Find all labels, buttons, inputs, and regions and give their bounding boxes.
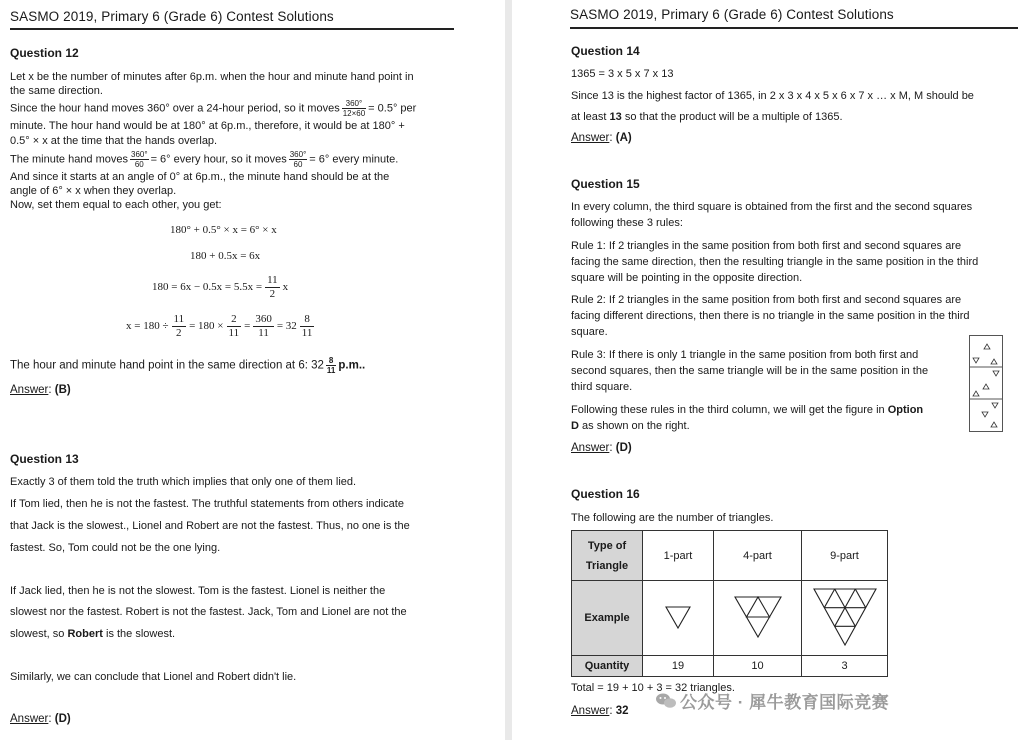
q15-line: [571, 403, 923, 417]
question-15-title: Question 15: [571, 177, 640, 191]
table-row: [572, 531, 888, 581]
fraction-den: 60: [293, 160, 303, 169]
table-row: [572, 656, 888, 677]
answer-label: Answer: [571, 442, 610, 454]
answer-value: (A): [615, 132, 632, 144]
q12-line: minute. The hour hand would be at 180° at 6p.m., therefore, it would be at 180° +: [10, 120, 405, 132]
q15-line: following these 3 rules:: [571, 217, 683, 229]
q15-rule-3: second squares, then the same triangle will be in the same position in the: [571, 365, 929, 377]
eq-text: x = 180 ÷: [126, 320, 169, 333]
page-header-title: SASMO 2019, Primary 6 (Grade 6) Contest Solutions: [10, 9, 334, 24]
quantity-cell: 10: [714, 656, 802, 677]
fraction: [326, 356, 336, 375]
q14-answer: Answer: (A): [571, 132, 632, 144]
left-page: [0, 0, 505, 740]
q15-rule-3: third square.: [571, 381, 633, 393]
eq-text: 180 = 6x − 0.5x = 5.5x =: [152, 281, 263, 294]
fraction-num: 360°: [289, 150, 307, 159]
q15-rule-1: Rule 1: If 2 triangles in the same position from both first and second squares are: [571, 240, 962, 252]
example-1-part: [643, 581, 714, 656]
q14-line: 1365 = 3 x 5 x 7 x 13: [571, 68, 674, 80]
answer-value: (B): [54, 384, 71, 396]
answer-label: Answer: [571, 705, 610, 717]
answer-value: 32: [615, 705, 629, 717]
header-rule: [10, 28, 454, 30]
eq-text: =: [244, 320, 251, 333]
triangle-9-part-icon: [812, 586, 878, 648]
q15-text: Following these rules in the third column, we will get the figure in: [571, 404, 885, 416]
q15-answer: Answer: (D): [571, 442, 632, 454]
header-text: Type of: [587, 539, 627, 552]
q12-line: the same direction.: [10, 85, 103, 97]
q14-line: [571, 110, 843, 124]
q15-bold: D: [571, 420, 579, 432]
fraction-den: 60: [134, 160, 144, 169]
conclusion-end: p.m..: [338, 359, 366, 372]
q14-text: so that the product will be a multiple of 1365.: [624, 111, 843, 123]
fraction: [289, 150, 308, 169]
q13-line: [10, 627, 175, 641]
table-row-header: Example: [572, 581, 643, 656]
answer-label: Answer: [571, 132, 610, 144]
answer-label: Answer: [10, 713, 49, 725]
fraction-num: 8: [326, 356, 336, 366]
q15-rule-2: square.: [571, 326, 608, 338]
q13-line: If Jack lied, then he is not the slowest. Tom is the fastest. Lionel is neither the: [10, 585, 386, 597]
q13-line-text: is the slowest.: [106, 628, 176, 640]
fraction-den: 2: [269, 288, 276, 300]
q12-line-text: = 0.5° per: [368, 102, 417, 115]
fraction-den: 2: [176, 327, 182, 339]
header-rule: [570, 27, 1018, 29]
fraction-num: 2: [227, 313, 242, 327]
question-12-title: Question 12: [10, 46, 79, 60]
conclusion-text: The hour and minute hand point in the same direction at 6: 32: [10, 359, 324, 372]
q15-rule-1: facing the same direction, then the resulting triangle in the same position in the third: [571, 256, 979, 268]
eq-text: x: [282, 281, 289, 294]
q12-answer: Answer: (B): [10, 384, 71, 396]
table-col-header: 4-part: [714, 531, 802, 581]
fraction: [342, 99, 366, 118]
q15-rule-2: Rule 2: If 2 triangles in the same position from both first and second squares are: [571, 294, 962, 306]
q15-rule-1: square will be pointing in the opposite direction.: [571, 272, 803, 284]
q12-line: angle of 6° × x when they overlap.: [10, 185, 177, 197]
q15-line: In every column, the third square is obtained from the first and the second squares: [571, 201, 973, 213]
q16-total: Total = 19 + 10 + 3 = 32 triangles.: [571, 682, 735, 694]
q12-line: Let x be the number of minutes after 6p.m. when the hour and minute hand point in: [10, 71, 414, 83]
answer-label: Answer: [10, 384, 49, 396]
quantity-cell: 19: [643, 656, 714, 677]
q12-conclusion: [10, 356, 365, 375]
triangle-4-part-icon: [733, 594, 783, 640]
q14-line: Since 13 is the highest factor of 1365, in 2 x 3 x 4 x 5 x 6 x 7 x … x M, M should be: [571, 90, 974, 102]
option-d-figure: [969, 335, 1003, 432]
q12-line: 0.5° × x at the time that the hands overlap.: [10, 135, 218, 147]
eq-text: = 32: [276, 320, 297, 333]
q12-line: [10, 150, 398, 169]
table-row-header: Quantity: [572, 656, 643, 677]
q12-line: Now, set them equal to each other, you get:: [10, 199, 222, 211]
fraction: [253, 313, 274, 340]
q15-line: [571, 419, 690, 433]
q13-line: slowest nor the fastest. Robert is not the fastest. Jack, Tom and Lionel are not the: [10, 606, 407, 618]
q13-answer: Answer: (D): [10, 713, 71, 725]
q12-line-text: = 6° every hour, so it moves: [150, 153, 287, 166]
q12-line-text: = 6° every minute.: [309, 153, 399, 166]
fraction: [265, 274, 280, 301]
q16-answer: Answer: 32: [571, 705, 629, 717]
q13-line: fastest. So, Tom could not be the one lying.: [10, 542, 221, 554]
header-text: Triangle: [585, 559, 629, 572]
quantity-cell: 3: [802, 656, 888, 677]
triangle-1-part-icon: [664, 604, 692, 630]
q13-line: that Jack is the slowest., Lionel and Robert are not the fastest. Thus, no one is the: [10, 520, 410, 532]
q15-text: as shown on the right.: [582, 420, 690, 432]
fraction: [130, 150, 149, 169]
fraction-den: 12×60: [342, 109, 366, 118]
q13-line-text: slowest, so: [10, 628, 65, 640]
equation-2: 180 + 0.5x = 6x: [190, 250, 261, 262]
question-16-title: Question 16: [571, 487, 640, 501]
q12-line-text: The minute hand moves: [10, 153, 129, 166]
fraction-num: 11: [267, 274, 278, 286]
fraction-den: 11: [326, 366, 336, 375]
question-13-title: Question 13: [10, 452, 79, 466]
triangle-count-table: [571, 530, 888, 677]
q13-bold: Robert: [67, 628, 103, 640]
equation-1: 180° + 0.5° × x = 6° × x: [170, 224, 277, 236]
q15-rule-2: facing different directions, then there is no triangle in the same position in the third: [571, 310, 970, 322]
answer-value: (D): [615, 442, 632, 454]
example-4-part: [714, 581, 802, 656]
fraction-den: 11: [258, 327, 269, 339]
watermark-text: 公众号 · 犀牛教育国际竞赛: [680, 693, 890, 712]
fraction-num: 360°: [131, 150, 148, 159]
fraction: [172, 313, 187, 340]
q12-line-text: Since the hour hand moves 360° over a 24-hour period, so it moves: [10, 102, 340, 115]
answer-value: (D): [54, 713, 71, 725]
fraction-num: 8: [300, 313, 315, 327]
table-col-header: 1-part: [643, 531, 714, 581]
fraction-den: 11: [301, 327, 313, 339]
q14-bold: 13: [609, 111, 622, 123]
table-row: [572, 581, 888, 656]
fraction-num: 360: [255, 313, 272, 325]
table-header-cell: [572, 531, 643, 581]
wechat-icon: [655, 692, 677, 709]
q12-line: And since it starts at an angle of 0° at 6p.m., the minute hand should be at the: [10, 171, 390, 183]
q16-intro: The following are the number of triangles.: [571, 512, 774, 524]
right-page: [512, 0, 1032, 740]
table-col-header: 9-part: [802, 531, 888, 581]
eq-text: = 180 ×: [189, 320, 224, 333]
triangle-figure-icon: [970, 336, 1002, 431]
equation-4: [126, 313, 317, 340]
q15-rule-3: Rule 3: If there is only 1 triangle in the same position from both first and: [571, 349, 919, 361]
fraction-num: 11: [173, 313, 185, 325]
fraction-num: 360°: [342, 99, 366, 109]
question-14-title: Question 14: [571, 44, 640, 58]
q15-bold: Option: [887, 404, 924, 416]
fraction: [300, 313, 315, 340]
q13-line: Exactly 3 of them told the truth which implies that only one of them lied.: [10, 476, 357, 488]
q13-line: Similarly, we can conclude that Lionel and Robert didn't lie.: [10, 671, 297, 683]
page-header-title: SASMO 2019, Primary 6 (Grade 6) Contest Solutions: [570, 7, 894, 22]
q13-line: If Tom lied, then he is not the fastest. The truthful statements from others indicate: [10, 498, 404, 510]
q12-line: [10, 99, 416, 118]
fraction-den: 11: [228, 327, 240, 339]
example-9-part: [802, 581, 888, 656]
equation-3: [152, 274, 288, 301]
fraction: [227, 313, 242, 340]
q14-text: at least: [571, 111, 607, 123]
